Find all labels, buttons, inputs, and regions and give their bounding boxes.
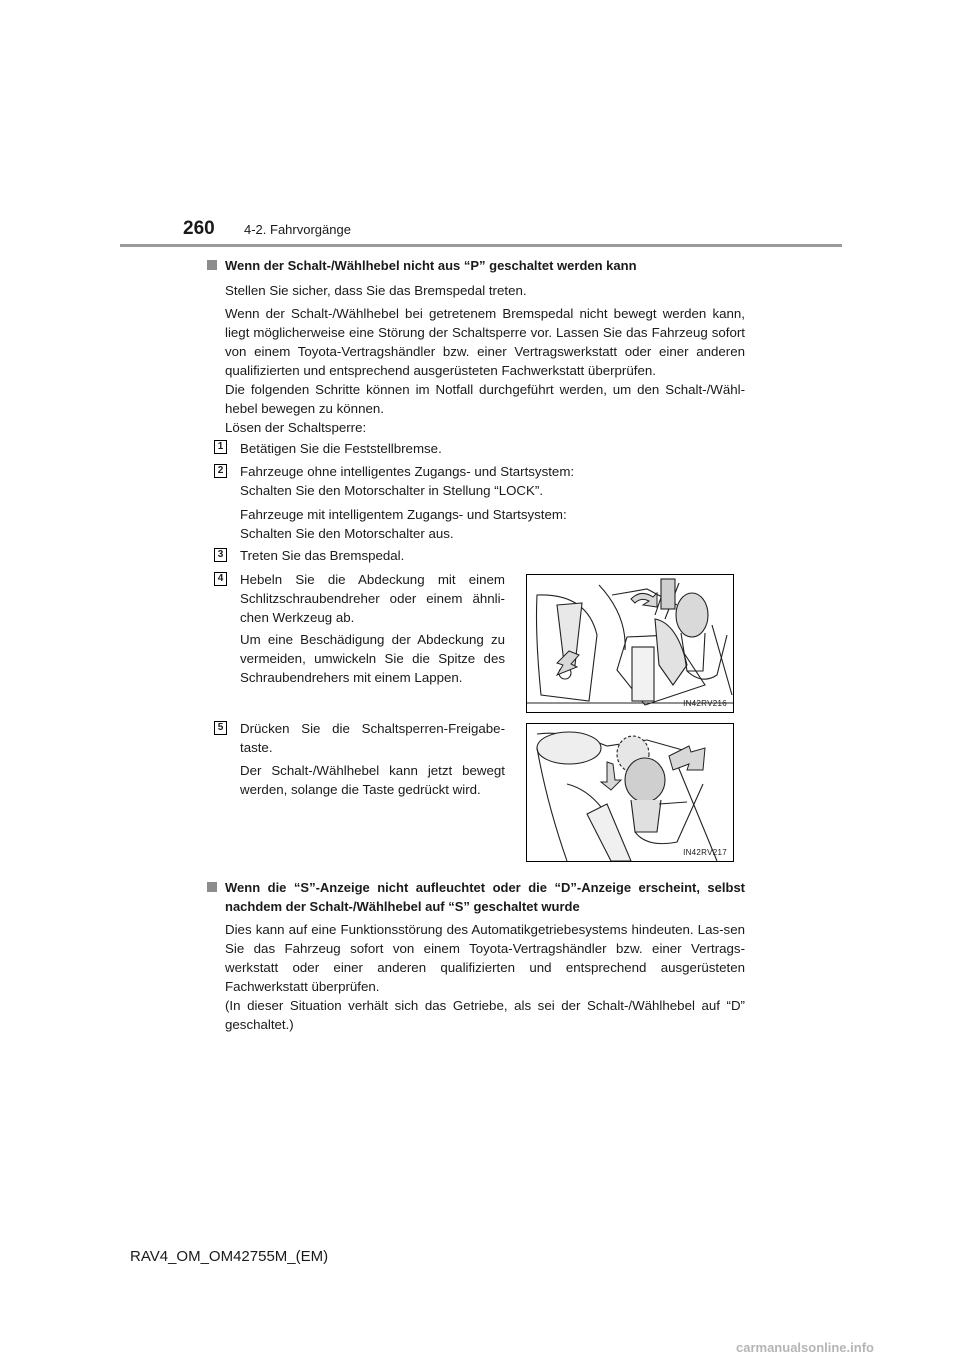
watermark: carmanualsonline.info	[736, 1340, 874, 1355]
figure-1-label: IN42RV216	[683, 699, 727, 708]
paragraph-release-shift-lock: Lösen der Schaltsperre:	[225, 420, 367, 435]
heading-text: Wenn der Schalt-/Wählhebel nicht aus “P” geschaltet werden kann	[225, 258, 637, 273]
page-number: 260	[183, 218, 215, 239]
heading-bullet-icon	[207, 260, 217, 270]
step-2-text-smart	[240, 505, 745, 543]
step-3-text: Treten Sie das Bremspedal.	[240, 548, 405, 563]
step-number-5: 5	[214, 721, 227, 735]
step-number-1: 1	[214, 440, 227, 454]
step-number-4: 4	[214, 572, 227, 586]
document-code: RAV4_OM_OM42755M_(EM)	[130, 1248, 329, 1265]
step-number-3: 3	[214, 548, 227, 562]
paragraph-behaves-like-d: (In dieser Situation verhält sich das Getriebe, als sei der Schalt-/Wählhebel auf “D” geschaltet.)	[225, 998, 745, 1032]
heading-bullet-icon	[207, 882, 217, 892]
header-divider	[120, 244, 842, 247]
step-2-text	[240, 462, 745, 500]
step-5-text: Drücken Sie die Schaltsperren-Freigabe-taste.	[240, 721, 505, 755]
step-1-text: Betätigen Sie die Feststellbremse.	[240, 441, 442, 456]
step-2-line-1: Fahrzeuge ohne intelligentes Zugangs- und Startsystem:	[240, 464, 575, 479]
figure-release-button	[526, 723, 734, 862]
figure-pry-cover-drawing	[527, 575, 733, 712]
paragraph-emergency-steps: Die folgenden Schritte können im Notfall durchgeführt werden, um den Schalt-/Wähl-hebel bewegen zu können.	[225, 382, 745, 416]
paragraph-brake-pedal: Stellen Sie sicher, dass Sie das Bremspedal treten.	[225, 283, 527, 298]
step-4-note: Um eine Beschädigung der Abdeckung zu vermeiden, umwickeln Sie die Spitze des Schraubendrehers mit einem Lappen.	[240, 632, 505, 685]
section-title: 4-2. Fahrvorgänge	[244, 222, 351, 237]
step-2-line-2: Schalten Sie den Motorschalter in Stellung “LOCK”.	[240, 483, 544, 498]
step-2-line-4: Schalten Sie den Motorschalter aus.	[240, 526, 454, 541]
step-5-note: Der Schalt-/Wählhebel kann jetzt bewegt werden, solange die Taste gedrückt wird.	[240, 763, 505, 797]
figure-pry-cover	[526, 574, 734, 713]
heading-s-indicator-issue	[225, 878, 745, 916]
step-2-line-3: Fahrzeuge mit intelligentem Zugangs- und Startsystem:	[240, 507, 567, 522]
heading-line-1: Wenn die “S”-Anzeige nicht aufleuchtet oder die “D”-Anzeige erscheint, selbst	[225, 880, 745, 895]
figure-2-label: IN42RV217	[683, 848, 727, 857]
step-4-text: Hebeln Sie die Abdeckung mit einem Schlitzschraubendreher oder einem ähnli-chen Werkzeug ab.	[240, 572, 505, 625]
paragraph-shift-lock-fault: Wenn der Schalt-/Wählhebel bei getretenem Bremspedal nicht bewegt werden kann, liegt möglicherweise eine Störung der Schaltsperre vor. Lassen Sie das Fahrzeug sofort von einem Toyota-Vertragshändler bzw. einer Vertragswerkstatt oder einer anderen qualifizierten und entsprechend ausgerüsteten Fachwerkstatt überprüfen.	[225, 306, 745, 378]
heading-line-2: nachdem der Schalt-/Wählhebel auf “S” geschaltet wurde	[225, 899, 580, 914]
paragraph-transmission-fault: Dies kann auf eine Funktionsstörung des Automatikgetriebesystems hindeuten. Las-sen Sie das Fahrzeug sofort von einem Toyota-Vertragshändler bzw. einer Vertrags-werkstatt oder einer anderen qualifizierten und entsprechend ausgerüsteten Fachwerkstatt überprüfen.	[225, 922, 745, 994]
figure-release-button-drawing	[527, 724, 733, 861]
step-number-2: 2	[214, 464, 227, 478]
heading-shift-lever-not-from-p	[225, 256, 765, 275]
